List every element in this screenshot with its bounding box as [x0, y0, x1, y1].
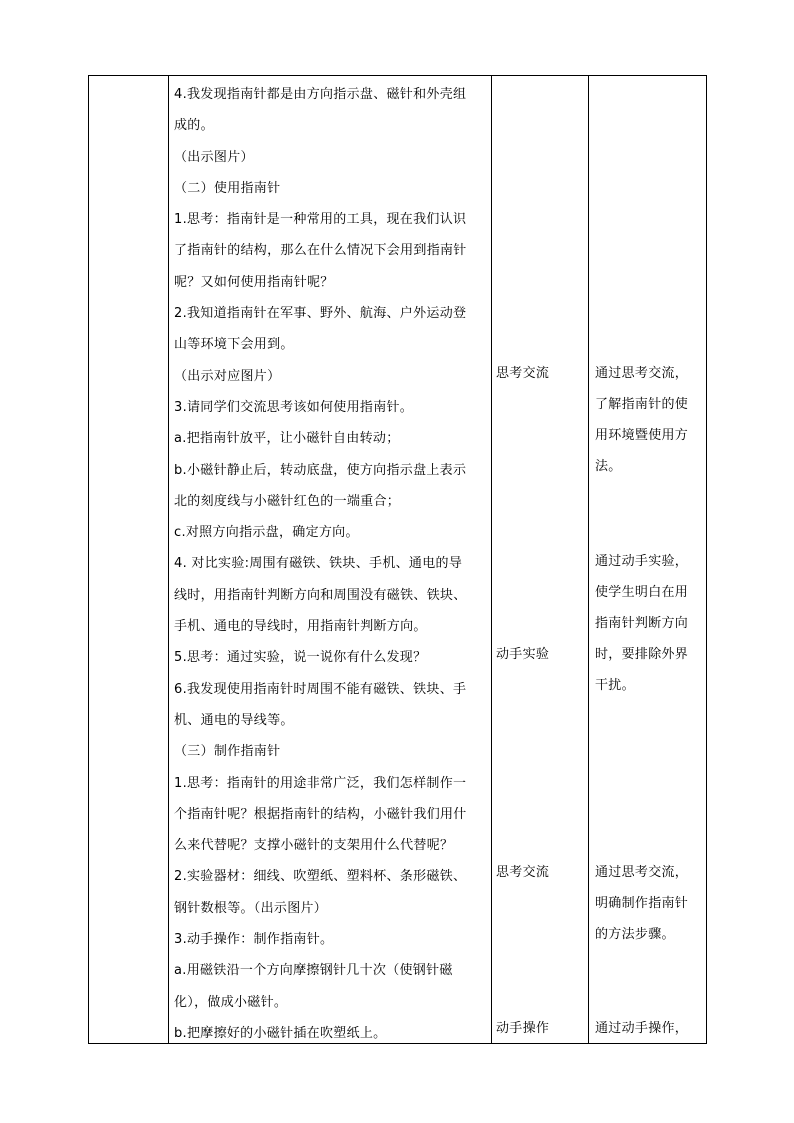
intent-line: 使学生明白在用 — [595, 585, 689, 600]
content-line: a.用磁铁沿一个方向摩擦钢针几十次（使钢针磁 — [174, 963, 453, 979]
intent-line: 通过思考交流， — [595, 366, 689, 381]
content-line: 了指南针的结构，那么在什么情况下会用到指南针 — [174, 243, 467, 259]
intent-line: 用环境暨使用方 — [595, 428, 689, 443]
activity-label: 思考交流 — [496, 366, 550, 381]
intent-line: 的方法步骤。 — [595, 927, 675, 942]
content-line: 1.思考：指南针的用途非常广泛，我们怎样制作一 — [174, 775, 467, 791]
content-line: b.把摩擦好的小磁针插在吹塑纸上。 — [174, 1025, 387, 1041]
column-divider — [588, 76, 589, 1043]
content-line: 山等环境下会用到。 — [174, 337, 294, 353]
intent-line: 指南针判断方向 — [595, 616, 689, 631]
intent-line: 了解指南针的使 — [595, 397, 689, 412]
content-line: （出示对应图片） — [174, 368, 281, 384]
content-line: （三）制作指南针 — [174, 744, 281, 760]
intent-line: 干扰。 — [595, 678, 635, 693]
content-line: 化），做成小磁针。 — [174, 994, 288, 1010]
content-line: 3.请同学们交流思考该如何使用指南针。 — [174, 399, 414, 415]
activity-label: 动手操作 — [496, 1021, 550, 1036]
content-line: 机、通电的导线等。 — [174, 712, 294, 728]
intent-line: 时，要排除外界 — [595, 647, 689, 662]
content-line: 么来代替呢？支撑小磁针的支架用什么代替呢？ — [174, 838, 454, 854]
content-line: 成的。 — [174, 118, 214, 134]
content-line: 4. 对比实验:周围有磁铁、铁块、手机、通电的导 — [174, 556, 463, 572]
content-line: 北的刻度线与小磁针红色的一端重合； — [174, 493, 401, 509]
intent-line: 通过动手实验， — [595, 554, 689, 569]
content-line: b.小磁针静止后，转动底盘，使方向指示盘上表示 — [174, 462, 467, 478]
lesson-table — [88, 75, 707, 1044]
activity-label: 动手实验 — [496, 647, 550, 662]
intent-line: 法。 — [595, 459, 622, 474]
content-line: （二）使用指南针 — [174, 180, 281, 196]
content-line: 钢针数根等。（出示图片） — [174, 900, 328, 916]
column-divider — [168, 76, 169, 1043]
content-line: 线时，用指南针判断方向和周围没有磁铁、铁块、 — [174, 587, 467, 603]
teaching-process-column — [174, 79, 492, 1049]
content-line: 手机、通电的导线时，用指南针判断方向。 — [174, 619, 427, 635]
intent-line: 通过动手操作， — [595, 1021, 689, 1036]
content-line: 4.我发现指南针都是由方向指示盘、磁针和外壳组 — [174, 87, 467, 102]
content-line: 呢？又如何使用指南针呢？ — [174, 274, 334, 290]
content-line: （出示图片） — [174, 149, 254, 165]
content-line: 3.动手操作：制作指南针。 — [174, 932, 334, 948]
content-line: c.对照方向指示盘，确定方向。 — [174, 525, 359, 541]
content-line: 5.思考：通过实验，说一说你有什么发现？ — [174, 650, 427, 666]
content-line: 2.我知道指南针在军事、野外、航海、户外运动登 — [174, 306, 467, 322]
content-line: a.把指南针放平，让小磁针自由转动； — [174, 431, 400, 447]
content-line: 1.思考：指南针是一种常用的工具，现在我们认识 — [174, 212, 467, 228]
content-line: 个指南针呢？根据指南针的结构，小磁针我们用什 — [174, 806, 467, 822]
intent-line: 明确制作指南针 — [595, 896, 689, 911]
activity-label: 思考交流 — [496, 865, 550, 880]
intent-line: 通过思考交流， — [595, 865, 689, 880]
content-line: 2.实验器材：细线、吹塑纸、塑料杯、条形磁铁、 — [174, 869, 467, 885]
content-line: 6.我发现使用指南针时周围不能有磁铁、铁块、手 — [174, 681, 467, 697]
